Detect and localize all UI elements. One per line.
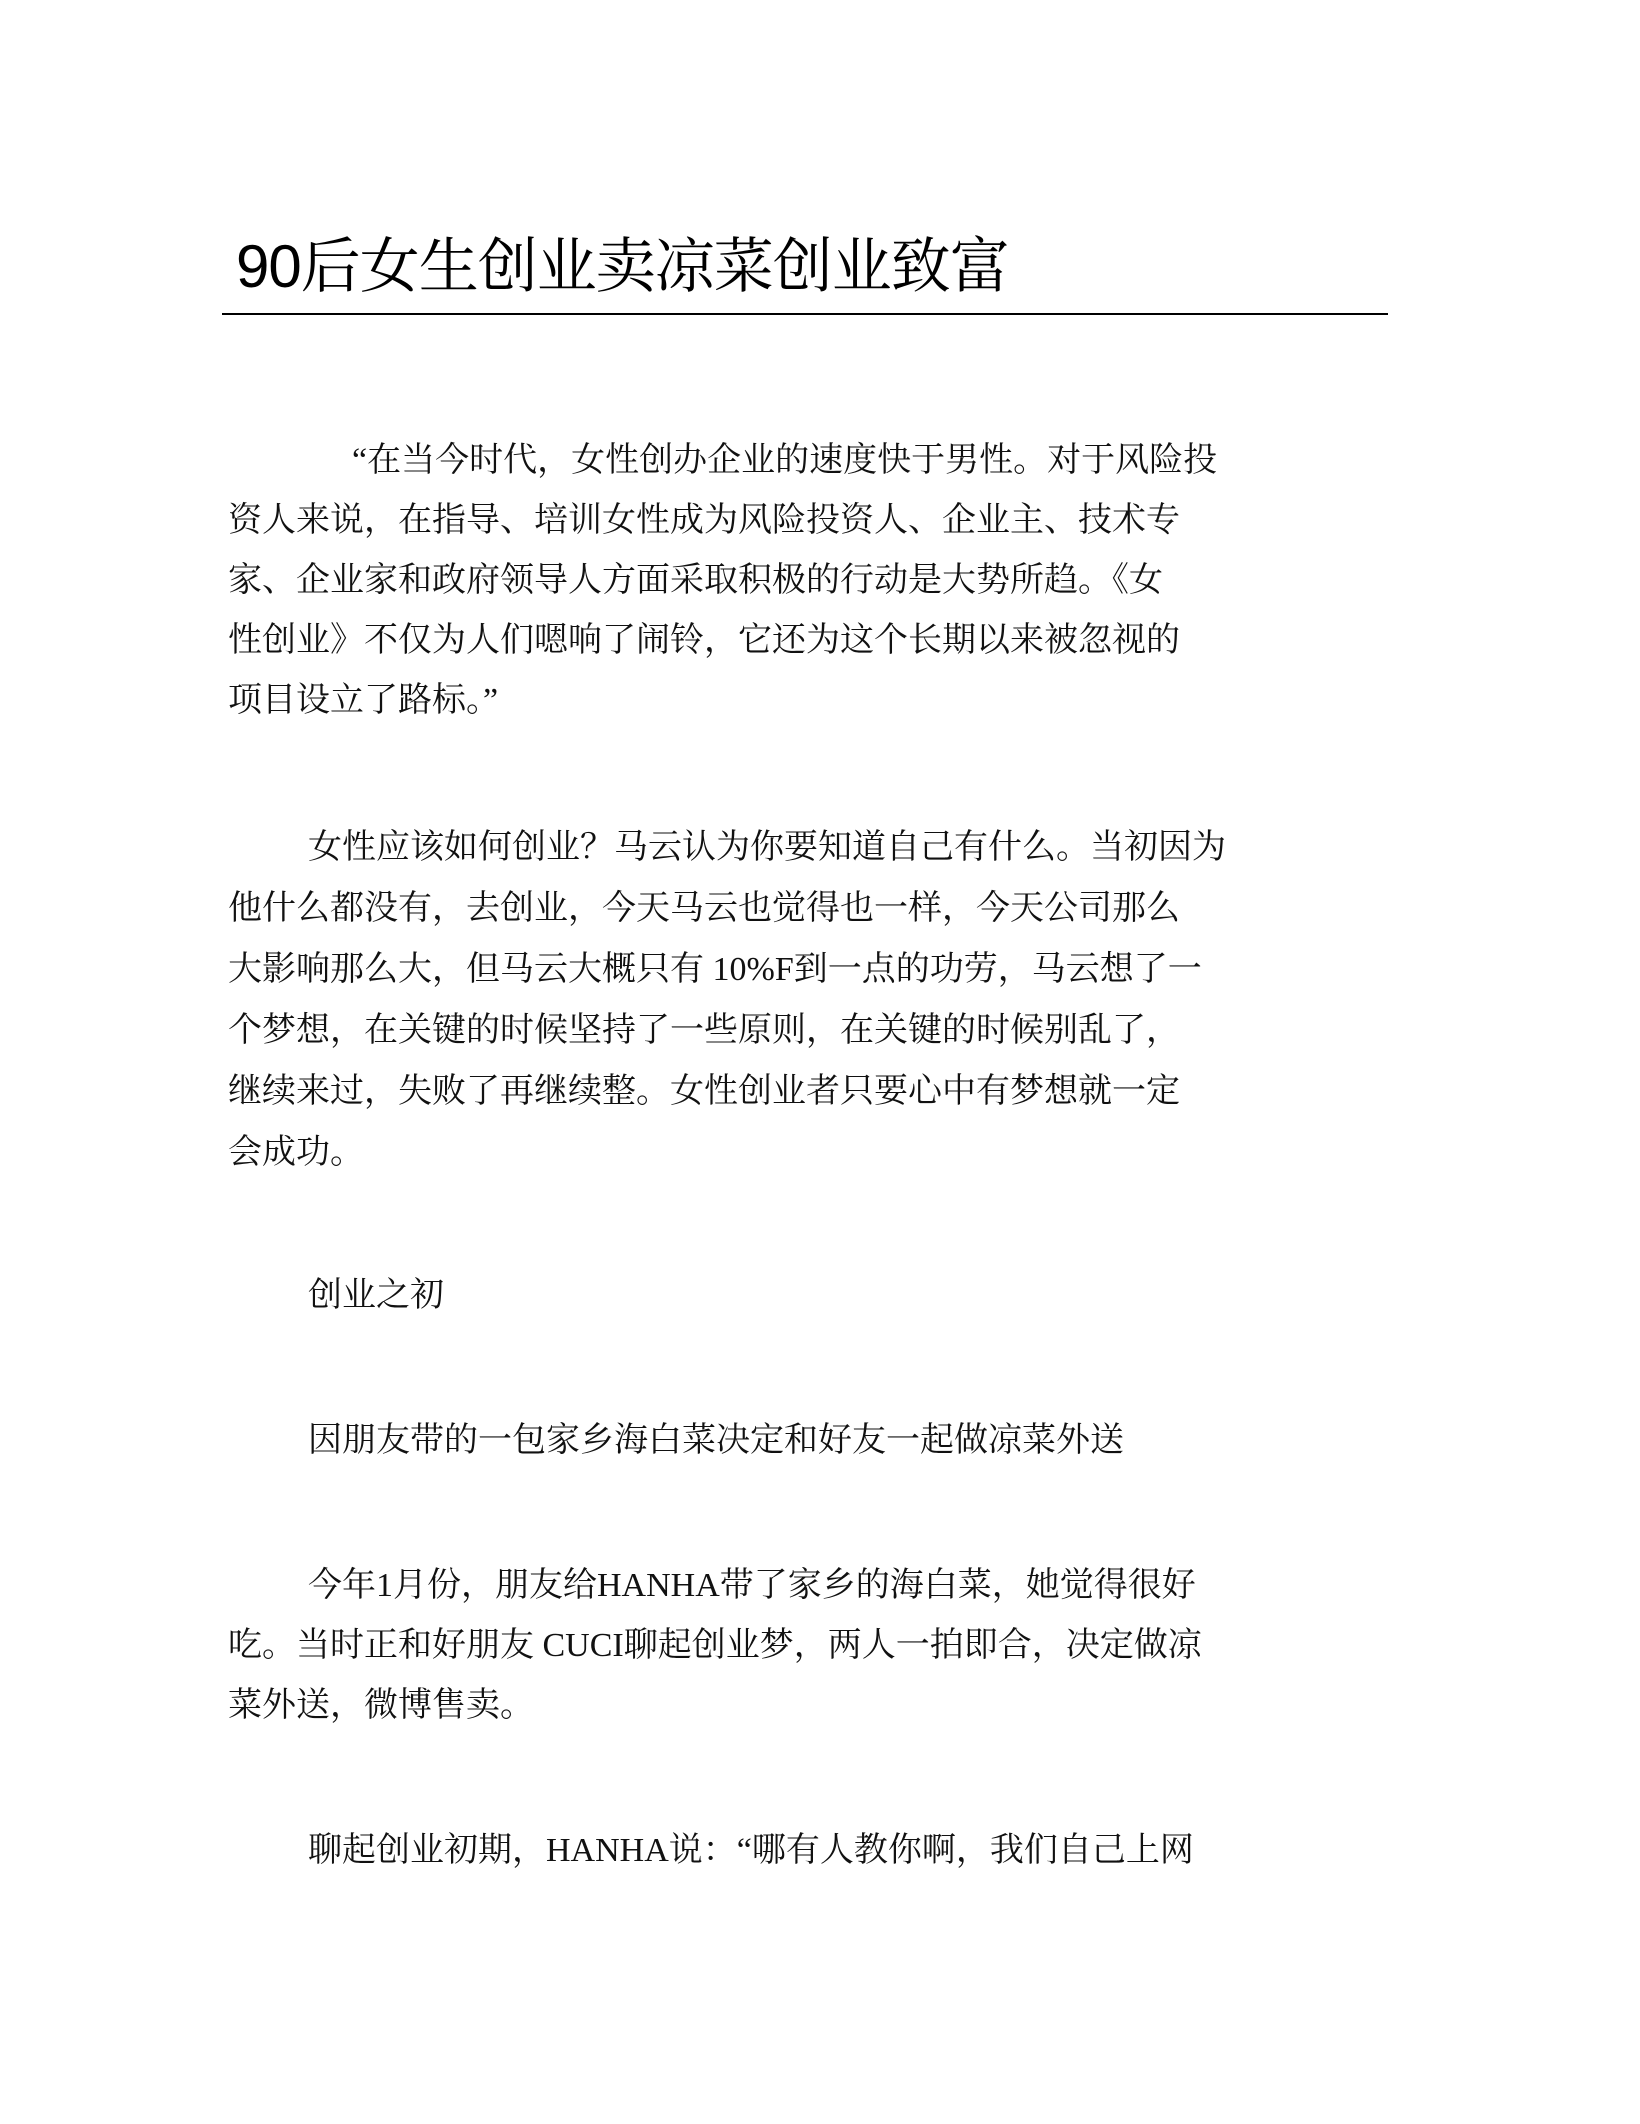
title-underline-divider [222, 313, 1388, 315]
paragraph-how-to-start-line-4: 个梦想，在关键的时候坚持了一些原则，在关键的时候别乱了， [228, 1012, 1180, 1049]
paragraph-how-to-start-line-3: 大影响那么大，但马云大概只有 10%F到一点的功劳，马云想了一 [228, 951, 1202, 988]
section-heading: 创业之初 [308, 1277, 444, 1314]
paragraph-early-days-line-1: 聊起创业初期，HANHA说：“哪有人教你啊，我们自己上网 [308, 1832, 1194, 1869]
paragraph-quote-line-3: 家、企业家和政府领导人方面采取积极的行动是大势所趋。《女 [228, 562, 1163, 599]
paragraph-story-line-1: 今年1月份，朋友给HANHA带了家乡的海白菜，她觉得很好 [308, 1567, 1196, 1604]
paragraph-story-line-2: 吃。当时正和好朋友 CUCI聊起创业梦，两人一拍即合，决定做凉 [228, 1627, 1202, 1664]
document-title: 90后女生创业卖凉菜创业致富 [236, 233, 1009, 300]
paragraph-how-to-start-line-2: 他什么都没有，去创业，今天马云也觉得也一样，今天公司那么 [228, 890, 1180, 927]
paragraph-how-to-start-line-6: 会成功。 [228, 1134, 364, 1171]
paragraph-how-to-start-line-1: 女性应该如何创业？马云认为你要知道自己有什么。当初因为 [308, 829, 1226, 866]
paragraph-quote-line-1: “在当今时代，女性创办企业的速度快于男性。对于风险投 [352, 442, 1218, 479]
paragraph-quote-line-5: 项目设立了路标。” [228, 682, 499, 719]
paragraph-how-to-start-line-5: 继续来过，失败了再继续整。女性创业者只要心中有梦想就一定 [228, 1073, 1180, 1110]
paragraph-quote-line-2: 资人来说，在指导、培训女性成为风险投资人、企业主、技术专 [228, 502, 1180, 539]
paragraph-story-line-3: 菜外送，微博售卖。 [228, 1687, 534, 1724]
paragraph-quote-line-4: 性创业》不仅为人们嗯响了闹铃，它还为这个长期以来被忽视的 [228, 622, 1180, 659]
subheading: 因朋友带的一包家乡海白菜决定和好友一起做凉菜外送 [308, 1422, 1124, 1459]
